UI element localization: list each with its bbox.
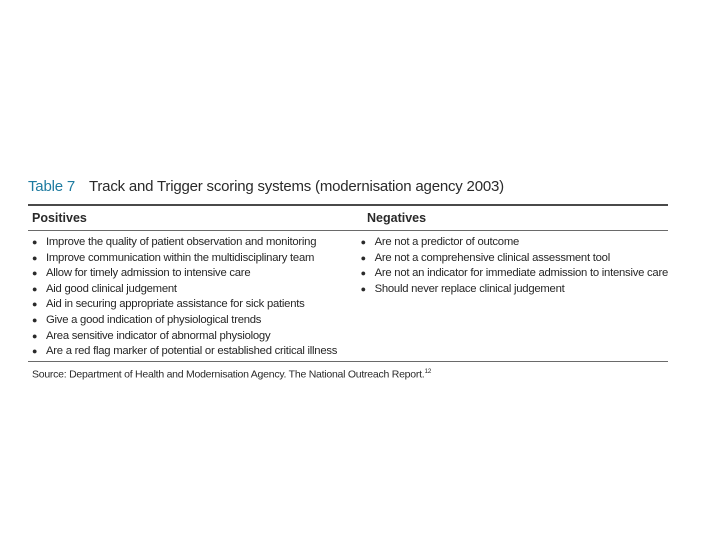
bullet-icon: ● [360,252,366,263]
list-item: ● Improve the quality of patient observation and monitoring [32,235,359,251]
source-text: Source: Department of Health and Modernisation Agency. The National Outreach Report. [32,368,425,381]
list-item: ● Give a good indication of physiological trends [32,313,359,329]
negatives-header: Negatives [367,211,427,225]
list-item: ● Improve communication within the multidisciplinary team [32,251,359,267]
list-item: ● Aid good clinical judgement [32,282,359,298]
list-item: ● Are not a comprehensive clinical assessment tool [361,251,668,267]
list-item: ● Are not an indicator for immediate admission to intensive care [361,266,668,282]
bullet-icon: ● [32,330,38,341]
bullet-icon: ● [32,237,38,247]
bullet-icon: ● [32,283,38,294]
bullet-icon: ● [32,252,38,263]
table-source-note [28,368,668,381]
bullet-icon: ● [32,346,38,357]
list-item: ● Aid in securing appropriate assistance for sick patients [32,297,359,313]
bullet-icon: ● [32,268,38,279]
table-header-row [28,206,668,230]
bullet-icon: ● [32,299,38,310]
bullet-icon: ● [360,237,366,247]
list-item: ● Should never replace clinical judgement [361,282,668,298]
table-body-row [28,231,668,361]
table-number: Table 7 [28,178,75,195]
positives-list [32,235,359,360]
list-item: ● Allow for timely admission to intensive care [32,266,359,282]
list-item: ● Area sensitive indicator of abnormal physiology [32,329,359,345]
reference-number: 12 [424,368,432,375]
table-caption [28,178,668,202]
table-title: Track and Trigger scoring systems (modernisation agency 2003) [88,178,504,195]
positives-header: Positives [32,211,87,225]
list-item: ● Are not a predictor of outcome [361,235,668,251]
negatives-list [361,235,668,297]
bullet-icon: ● [32,314,38,325]
positives-column [28,235,359,361]
list-item: ● Are a red flag marker of potential or established critical illness [32,344,359,360]
bullet-icon: ● [360,283,366,294]
table-bottom-rule [28,361,668,362]
track-trigger-table [28,178,668,381]
bullet-icon: ● [360,268,366,279]
negatives-column [359,235,668,361]
